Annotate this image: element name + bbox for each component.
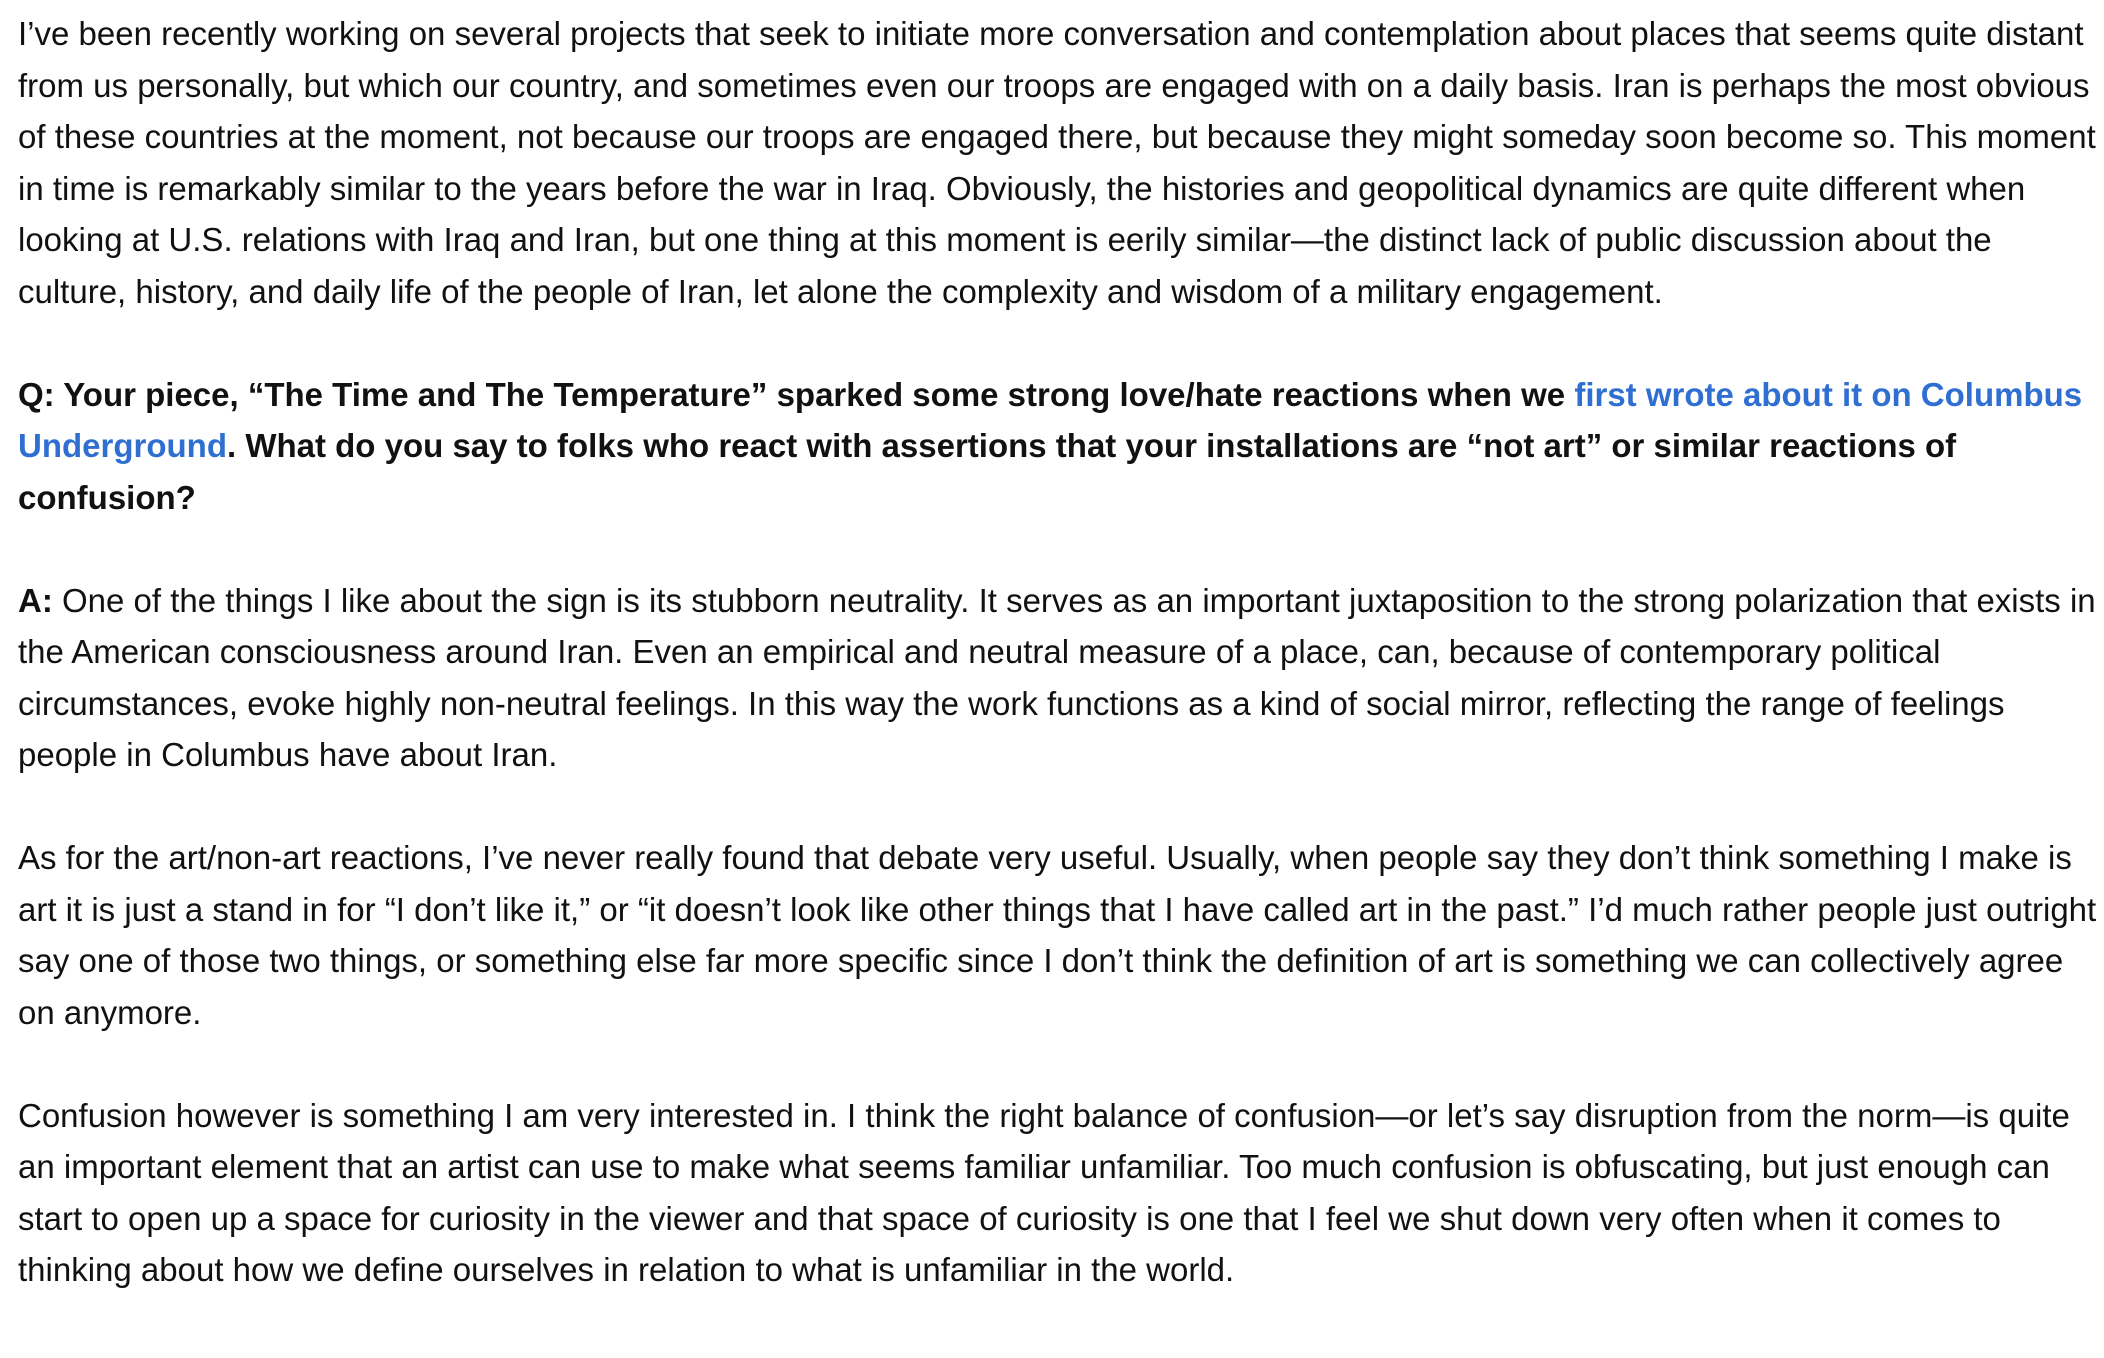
answer-text: One of the things I like about the sign is its stubborn neutrality. It serves as an important juxtaposition to the strong polarization that exists in the American consciousness around Iran. Even an empirical and neutral measure of a place, can, because of contemporary political circumstances, evoke highly non-neutral feelings. In this way the work functions as a kind of social mirror, reflecting the range of feelings people in Columbus have about Iran. <box>18 581 2096 773</box>
question-text-end: . What do you say to folks who react with assertions that your installations are “not art” or similar reactions of confusion? <box>18 427 1957 516</box>
interview-question <box>18 369 2098 524</box>
art-debate-paragraph: As for the art/non-art reactions, I’ve never really found that debate very useful. Usually, when people say they don’t think something I make is art it is just a stand in for “I don’t like it,” or “it doesn’t look like other things that I have called art in the past.” I’d much rather people just outright say one of those two things, or something else far more specific since I don’t think the definition of art is something we can collectively agree on anymore. <box>18 839 2097 1031</box>
intro-paragraph: I’ve been recently working on several projects that seek to initiate more conversation and contemplation about places that seems quite distant from us personally, but which our country, and sometimes even our troops are engaged with on a daily basis. Iran is perhaps the most obvious of these countries at the moment, not because our troops are engaged there, but because they might someday soon become so. This moment in time is remarkably similar to the years before the war in Iraq. Obviously, the histories and geopolitical dynamics are quite different when looking at U.S. relations with Iraq and Iran, but one thing at this moment is eerily similar—the distinct lack of public discussion about the culture, history, and daily life of the people of Iran, let alone the complexity and wisdom of a military engagement. <box>18 15 2096 310</box>
interview-answer <box>18 575 2098 781</box>
confusion-paragraph: Confusion however is something I am very interested in. I think the right balance of confusion—or let’s say disruption from the norm—is quite an important element that an artist can use to make what seems familiar unfamiliar. Too much confusion is obfuscating, but just enough can start to open up a space for curiosity in the viewer and that space of curiosity is one that I feel we shut down very often when it comes to thinking about how we define ourselves in relation to what is unfamiliar in the world. <box>18 1096 2070 1288</box>
article-body <box>18 8 2098 1347</box>
answer-label: A: <box>18 581 53 619</box>
question-text-start: Q: Your piece, “The Time and The Temperature” sparked some strong love/hate reactions when we <box>18 375 1575 413</box>
columbus-underground-link[interactable]: first wrote about it on Columbus Underground <box>18 375 2083 464</box>
